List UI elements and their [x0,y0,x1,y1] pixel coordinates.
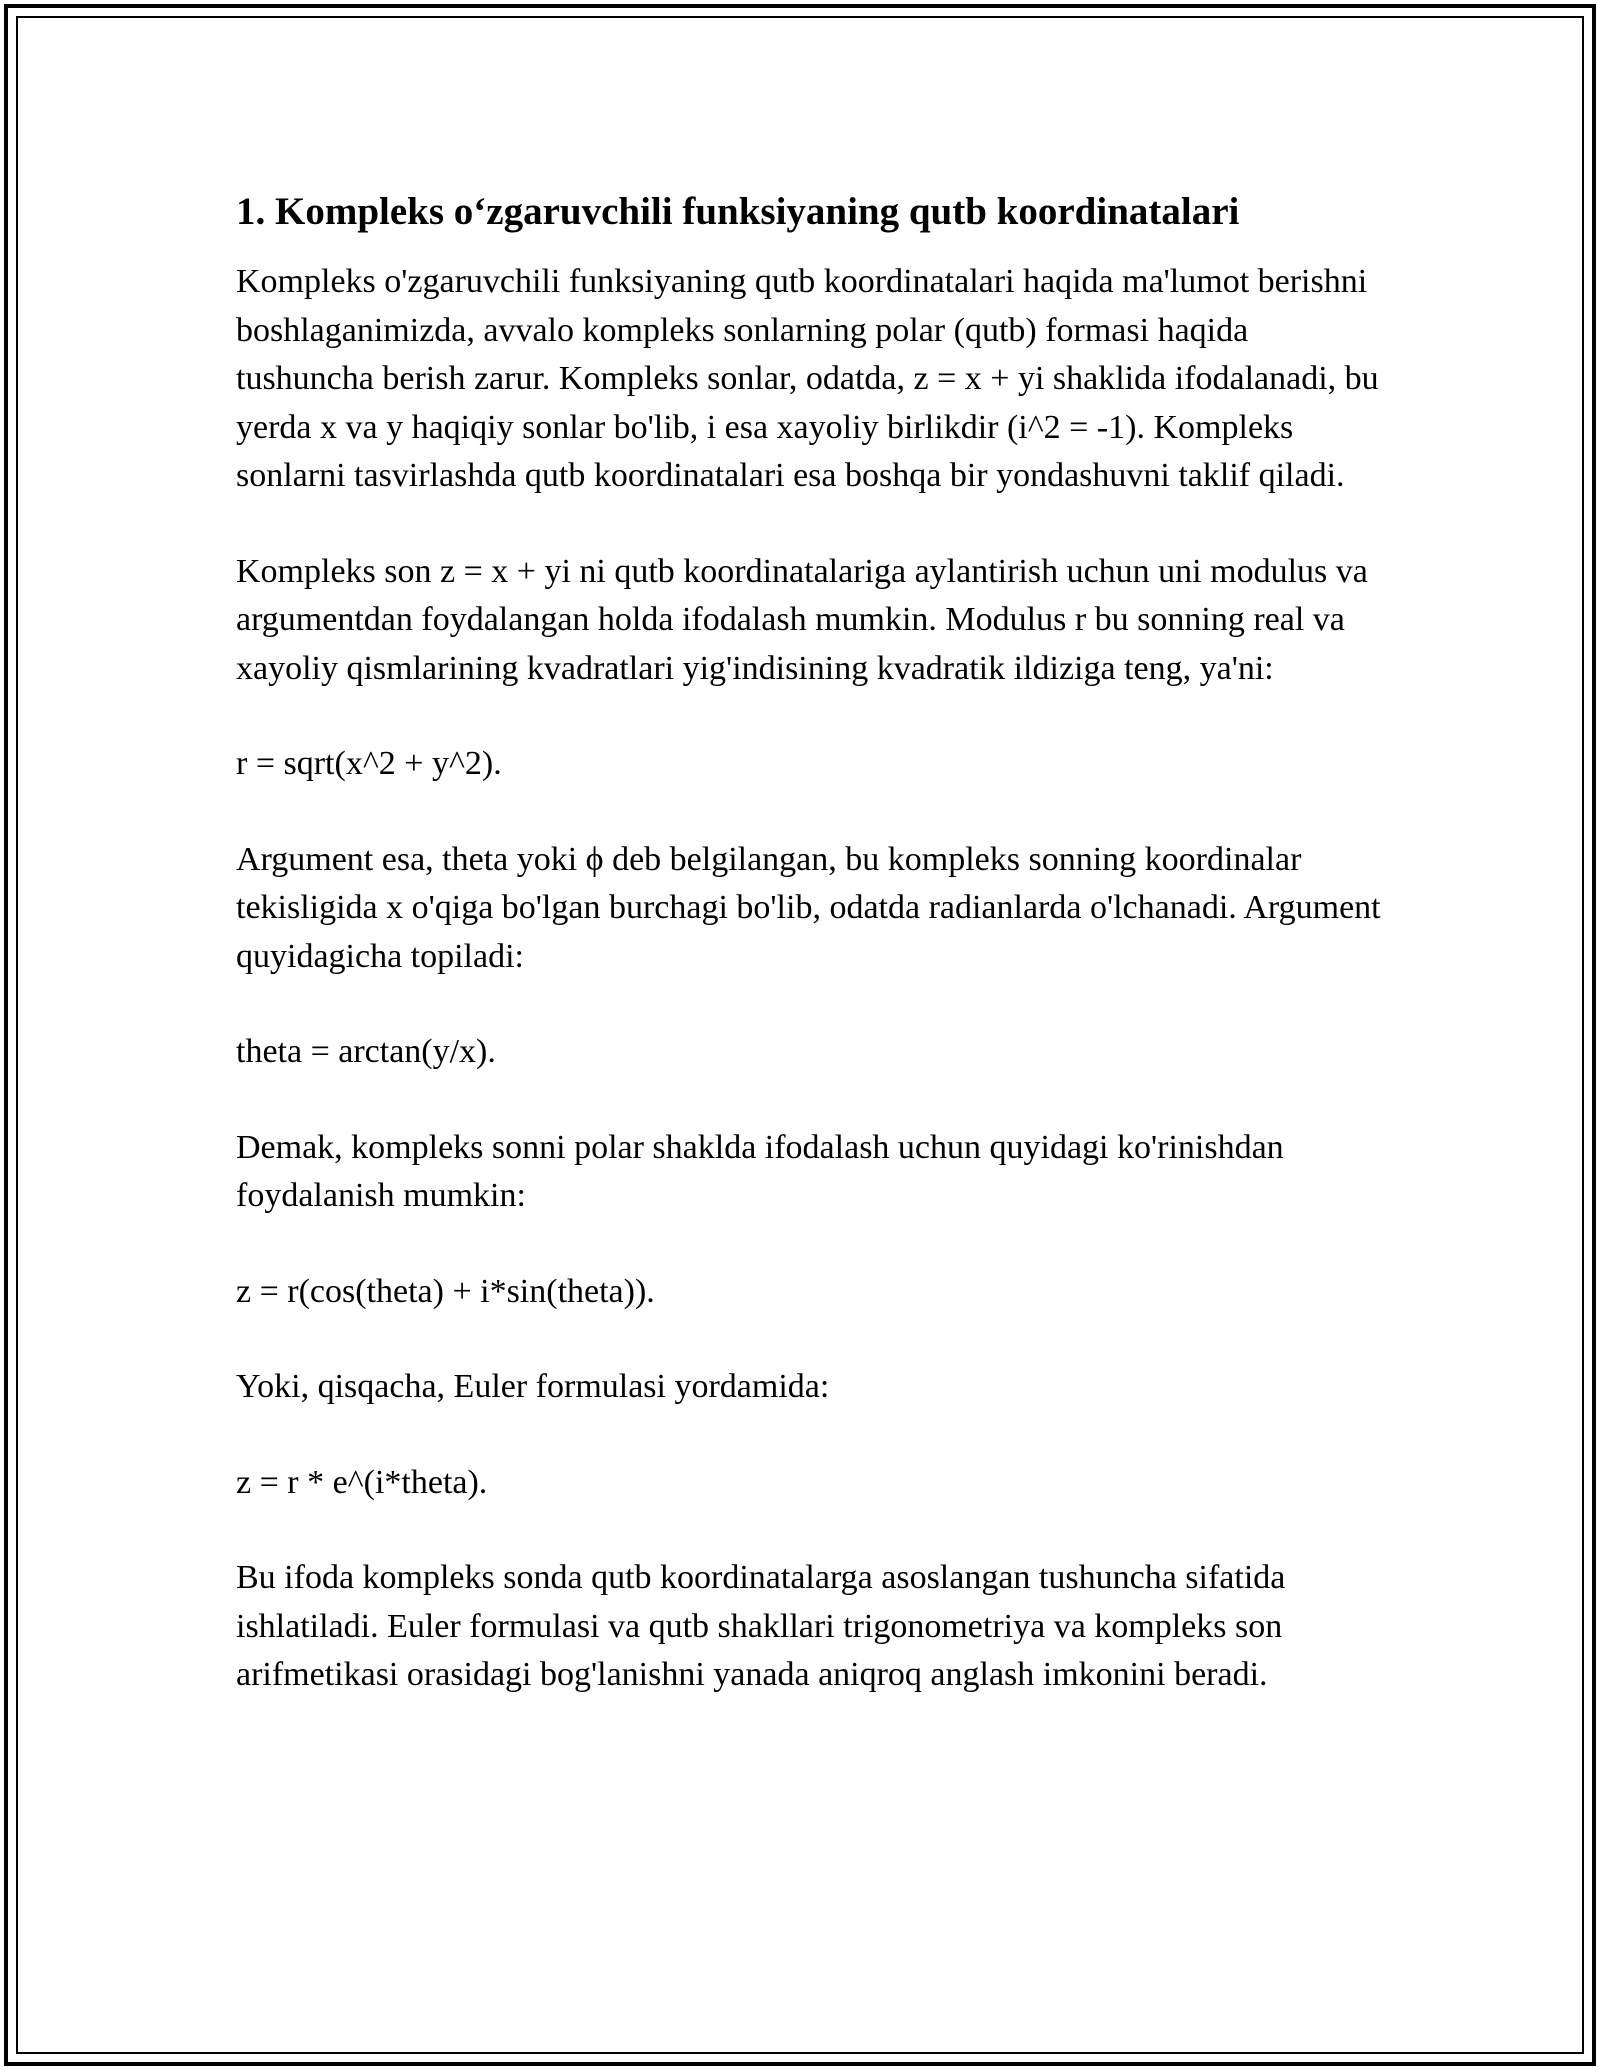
paragraph-conclusion: Bu ifoda kompleks sonda qutb koordinatalarga asoslangan tushuncha sifatida ishlatiladi. Euler formulasi va qutb shakllari trigonometriya va kompleks son arifmetikasi orasidagi bog'lanishni yanada aniqroq anglash imkonini beradi. [236,1559,1286,1693]
paragraph-modulus: Kompleks son z = x + yi ni qutb koordinatalariga aylantirish uchun uni modulus va argumentdan foydalangan holda ifodalash mumkin. Modulus r bu sonning real va xayoliy qismlarining kvadratlari yig'indisining kvadratik ildiziga teng, ya'ni: [236,552,1368,687]
paragraph-argument: Argument esa, theta yoki ϕ deb belgilangan, bu kompleks sonning koordinalar tekisligida x o'qiga bo'lgan burchagi bo'lib, odatda radianlarda o'lchanadi. Argument quyidagicha topiladi: [236,840,1381,975]
formula-euler: z = r * e^(i*theta). [236,1463,488,1501]
document-body [236,188,1386,1747]
paragraph-polar-form: Demak, kompleks sonni polar shaklda ifodalash uchun quyidagi ko'rinishdan foydalanish mumkin: [236,1128,1284,1214]
section-heading: 1. Kompleks o‘zgaruvchili funksiyaning qutb koordinatalari [236,190,1240,233]
formula-modulus: r = sqrt(x^2 + y^2). [236,745,502,782]
formula-polar-form: z = r(cos(theta) + i*sin(theta)). [236,1272,655,1310]
paragraph-intro: Kompleks o'zgaruvchili funksiyaning qutb koordinatalari haqida ma'lumot berishni boshlaganimizda, avvalo kompleks sonlarning polar (qutb) formasi haqida tushuncha berish zarur. Kompleks sonlar, odatda, z = x + yi shaklida ifodalanadi, bu yerda x va y haqiqiy sonlar bo'lib, i esa xayoliy birlikdir (i^2 = -1). Kompleks sonlarni tasvirlashda qutb koordinatalari esa boshqa bir yondashuvni taklif qiladi. [236,263,1379,494]
paragraph-euler-intro: Yoki, qisqacha, Euler formulasi yordamida: [236,1368,830,1405]
formula-argument: theta = arctan(y/x). [236,1033,496,1070]
